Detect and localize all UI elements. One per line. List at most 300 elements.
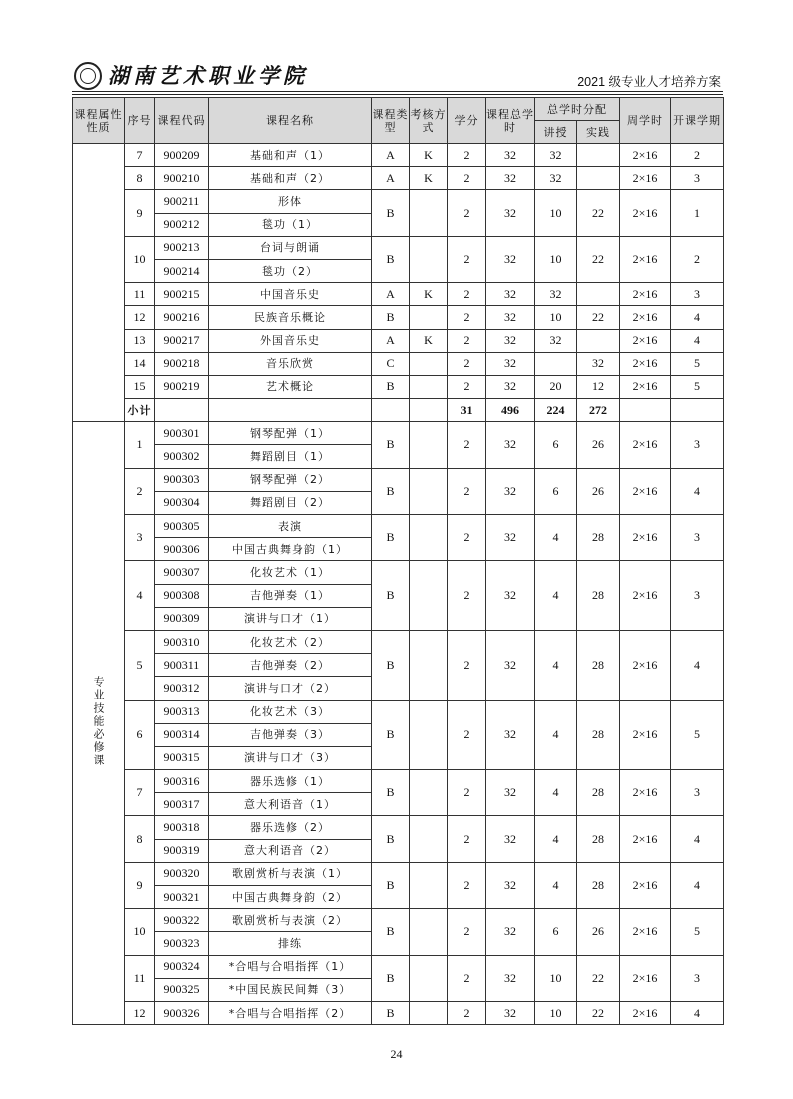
course-name: *合唱与合唱指挥（2） bbox=[209, 1001, 372, 1024]
exam-method bbox=[410, 190, 448, 236]
credit: 2 bbox=[448, 955, 486, 1001]
course-code: 900307 bbox=[155, 561, 209, 584]
row-seq: 3 bbox=[125, 515, 155, 561]
table-row bbox=[73, 167, 724, 190]
course-code: 900305 bbox=[155, 515, 209, 538]
lecture-hours: 10 bbox=[535, 1001, 577, 1024]
row-seq: 8 bbox=[125, 816, 155, 862]
practice-hours: 28 bbox=[577, 630, 620, 700]
course-code: 900214 bbox=[155, 259, 209, 282]
credit: 2 bbox=[448, 329, 486, 352]
course-name: 基础和声（2） bbox=[209, 167, 372, 190]
course-type: B bbox=[372, 862, 410, 908]
course-code: 900301 bbox=[155, 422, 209, 445]
weekly-hours: 2×16 bbox=[620, 862, 671, 908]
course-code: 900216 bbox=[155, 306, 209, 329]
table-row bbox=[73, 375, 724, 398]
course-type: B bbox=[372, 306, 410, 329]
table-row bbox=[73, 236, 724, 259]
practice-hours bbox=[577, 329, 620, 352]
course-table bbox=[72, 97, 724, 1025]
row-seq: 7 bbox=[125, 770, 155, 816]
course-code: 900314 bbox=[155, 723, 209, 746]
practice-hours: 28 bbox=[577, 561, 620, 631]
term: 4 bbox=[671, 329, 724, 352]
course-code: 900310 bbox=[155, 630, 209, 653]
term: 4 bbox=[671, 816, 724, 862]
course-name: 中国古典舞身韵（2） bbox=[209, 886, 372, 909]
exam-method bbox=[410, 955, 448, 1001]
course-code: 900311 bbox=[155, 654, 209, 677]
course-code: 900309 bbox=[155, 607, 209, 630]
exam-method: K bbox=[410, 167, 448, 190]
course-name: 歌剧赏析与表演（2） bbox=[209, 909, 372, 932]
credit: 2 bbox=[448, 422, 486, 468]
practice-hours: 12 bbox=[577, 375, 620, 398]
exam-method bbox=[410, 1001, 448, 1024]
row-seq: 15 bbox=[125, 375, 155, 398]
exam-method bbox=[410, 468, 448, 514]
weekly-hours: 2×16 bbox=[620, 630, 671, 700]
term: 2 bbox=[671, 236, 724, 282]
weekly-hours: 2×16 bbox=[620, 700, 671, 770]
course-code: 900218 bbox=[155, 352, 209, 375]
lecture-hours: 4 bbox=[535, 770, 577, 816]
course-code: 900313 bbox=[155, 700, 209, 723]
course-type: B bbox=[372, 955, 410, 1001]
term: 3 bbox=[671, 561, 724, 631]
header-total-hours: 课程总学时 bbox=[486, 98, 535, 144]
course-type: C bbox=[372, 352, 410, 375]
category-cell-2 bbox=[73, 422, 125, 1025]
term: 4 bbox=[671, 468, 724, 514]
practice-hours: 26 bbox=[577, 909, 620, 955]
subtotal-empty-term bbox=[671, 399, 724, 422]
exam-method bbox=[410, 306, 448, 329]
practice-hours bbox=[577, 283, 620, 306]
weekly-hours: 2×16 bbox=[620, 167, 671, 190]
total-hours: 32 bbox=[486, 329, 535, 352]
weekly-hours: 2×16 bbox=[620, 144, 671, 167]
lecture-hours: 4 bbox=[535, 862, 577, 908]
course-code: 900319 bbox=[155, 839, 209, 862]
exam-method bbox=[410, 422, 448, 468]
exam-method bbox=[410, 630, 448, 700]
header-weekly: 周学时 bbox=[620, 98, 671, 144]
header-code: 课程代码 bbox=[155, 98, 209, 144]
term: 5 bbox=[671, 909, 724, 955]
course-name: 音乐欣赏 bbox=[209, 352, 372, 375]
practice-hours bbox=[577, 144, 620, 167]
total-hours: 32 bbox=[486, 816, 535, 862]
course-name: 基础和声（1） bbox=[209, 144, 372, 167]
plan-title: 2021 级专业人才培养方案 bbox=[577, 75, 721, 89]
row-seq: 7 bbox=[125, 144, 155, 167]
weekly-hours: 2×16 bbox=[620, 468, 671, 514]
table-row bbox=[73, 909, 724, 932]
course-code: 900323 bbox=[155, 932, 209, 955]
weekly-hours: 2×16 bbox=[620, 283, 671, 306]
table-row bbox=[73, 816, 724, 839]
total-hours: 32 bbox=[486, 144, 535, 167]
credit: 2 bbox=[448, 190, 486, 236]
practice-hours: 22 bbox=[577, 1001, 620, 1024]
practice-hours: 32 bbox=[577, 352, 620, 375]
row-seq: 9 bbox=[125, 190, 155, 236]
weekly-hours: 2×16 bbox=[620, 329, 671, 352]
page-header bbox=[72, 62, 723, 94]
term: 4 bbox=[671, 630, 724, 700]
table-row bbox=[73, 862, 724, 885]
total-hours: 32 bbox=[486, 167, 535, 190]
category-cell-1 bbox=[73, 144, 125, 422]
practice-hours: 28 bbox=[577, 816, 620, 862]
course-type: B bbox=[372, 375, 410, 398]
course-name: 吉他弹奏（2） bbox=[209, 654, 372, 677]
credit: 2 bbox=[448, 236, 486, 282]
credit: 2 bbox=[448, 700, 486, 770]
course-name: 演讲与口才（1） bbox=[209, 607, 372, 630]
course-type: B bbox=[372, 630, 410, 700]
exam-method: K bbox=[410, 283, 448, 306]
credit: 2 bbox=[448, 144, 486, 167]
course-name: 形体 bbox=[209, 190, 372, 213]
weekly-hours: 2×16 bbox=[620, 515, 671, 561]
term: 3 bbox=[671, 422, 724, 468]
course-code: 900321 bbox=[155, 886, 209, 909]
exam-method bbox=[410, 352, 448, 375]
course-code: 900324 bbox=[155, 955, 209, 978]
weekly-hours: 2×16 bbox=[620, 375, 671, 398]
term: 5 bbox=[671, 375, 724, 398]
weekly-hours: 2×16 bbox=[620, 561, 671, 631]
table-row bbox=[73, 352, 724, 375]
lecture-hours: 4 bbox=[535, 700, 577, 770]
row-seq: 1 bbox=[125, 422, 155, 468]
weekly-hours: 2×16 bbox=[620, 190, 671, 236]
lecture-hours: 32 bbox=[535, 283, 577, 306]
header-row bbox=[73, 98, 724, 121]
course-type: B bbox=[372, 909, 410, 955]
course-type: B bbox=[372, 700, 410, 770]
header-credit: 学分 bbox=[448, 98, 486, 144]
table-row bbox=[73, 955, 724, 978]
course-name: 毯功（1） bbox=[209, 213, 372, 236]
course-name: 演讲与口才（3） bbox=[209, 746, 372, 769]
lecture-hours: 32 bbox=[535, 329, 577, 352]
total-hours: 32 bbox=[486, 283, 535, 306]
table-body bbox=[73, 144, 724, 1025]
credit: 2 bbox=[448, 468, 486, 514]
header-category: 课程属性性质 bbox=[73, 98, 125, 144]
course-code: 900217 bbox=[155, 329, 209, 352]
header-lecture: 讲授 bbox=[535, 121, 577, 144]
table-row bbox=[73, 561, 724, 584]
course-type: B bbox=[372, 422, 410, 468]
lecture-hours: 6 bbox=[535, 422, 577, 468]
credit: 2 bbox=[448, 862, 486, 908]
course-name: 意大利语音（1） bbox=[209, 793, 372, 816]
course-name: 化妆艺术（3） bbox=[209, 700, 372, 723]
row-seq: 8 bbox=[125, 167, 155, 190]
credit: 2 bbox=[448, 770, 486, 816]
total-hours: 32 bbox=[486, 375, 535, 398]
term: 2 bbox=[671, 144, 724, 167]
row-seq: 4 bbox=[125, 561, 155, 631]
subtotal-empty-weekly bbox=[620, 399, 671, 422]
practice-hours: 26 bbox=[577, 468, 620, 514]
exam-method bbox=[410, 700, 448, 770]
subtotal-empty-code bbox=[155, 399, 209, 422]
course-type: B bbox=[372, 561, 410, 631]
header-practice: 实践 bbox=[577, 121, 620, 144]
header-name: 课程名称 bbox=[209, 98, 372, 144]
lecture-hours: 10 bbox=[535, 190, 577, 236]
subtotal-empty-exam bbox=[410, 399, 448, 422]
table-row bbox=[73, 700, 724, 723]
course-code: 900209 bbox=[155, 144, 209, 167]
table-row bbox=[73, 306, 724, 329]
lecture-hours: 10 bbox=[535, 955, 577, 1001]
credit: 2 bbox=[448, 375, 486, 398]
subtotal-practice: 272 bbox=[577, 399, 620, 422]
category-label: 专业技能必修课 bbox=[92, 676, 105, 768]
course-name: 化妆艺术（1） bbox=[209, 561, 372, 584]
course-type: B bbox=[372, 236, 410, 282]
course-name: 钢琴配弹（1） bbox=[209, 422, 372, 445]
course-name: 歌剧赏析与表演（1） bbox=[209, 862, 372, 885]
header-type: 课程类型 bbox=[372, 98, 410, 144]
header-rule-thin bbox=[72, 94, 723, 95]
header-seq: 序号 bbox=[125, 98, 155, 144]
term: 3 bbox=[671, 167, 724, 190]
lecture-hours: 4 bbox=[535, 561, 577, 631]
course-type: B bbox=[372, 515, 410, 561]
practice-hours: 28 bbox=[577, 515, 620, 561]
course-type: A bbox=[372, 283, 410, 306]
table-row bbox=[73, 770, 724, 793]
exam-method bbox=[410, 375, 448, 398]
course-code: 900219 bbox=[155, 375, 209, 398]
term: 4 bbox=[671, 862, 724, 908]
practice-hours: 22 bbox=[577, 306, 620, 329]
subtotal-credit: 31 bbox=[448, 399, 486, 422]
row-seq: 10 bbox=[125, 909, 155, 955]
total-hours: 32 bbox=[486, 468, 535, 514]
exam-method: K bbox=[410, 329, 448, 352]
course-code: 900213 bbox=[155, 236, 209, 259]
table-row bbox=[73, 190, 724, 213]
exam-method bbox=[410, 862, 448, 908]
course-name: 艺术概论 bbox=[209, 375, 372, 398]
term: 3 bbox=[671, 955, 724, 1001]
course-name: 演讲与口才（2） bbox=[209, 677, 372, 700]
term: 3 bbox=[671, 770, 724, 816]
term: 4 bbox=[671, 1001, 724, 1024]
course-code: 900306 bbox=[155, 538, 209, 561]
row-seq: 13 bbox=[125, 329, 155, 352]
table-row bbox=[73, 329, 724, 352]
subtotal-lecture: 224 bbox=[535, 399, 577, 422]
term: 5 bbox=[671, 700, 724, 770]
course-code: 900312 bbox=[155, 677, 209, 700]
course-name: 器乐选修（2） bbox=[209, 816, 372, 839]
practice-hours: 22 bbox=[577, 236, 620, 282]
exam-method bbox=[410, 770, 448, 816]
credit: 2 bbox=[448, 630, 486, 700]
header-hours-dist: 总学时分配 bbox=[535, 98, 620, 121]
total-hours: 32 bbox=[486, 955, 535, 1001]
course-name: 意大利语音（2） bbox=[209, 839, 372, 862]
subtotal-label: 小计 bbox=[125, 399, 155, 422]
credit: 2 bbox=[448, 816, 486, 862]
course-name: 吉他弹奏（1） bbox=[209, 584, 372, 607]
course-name: 器乐选修（1） bbox=[209, 770, 372, 793]
weekly-hours: 2×16 bbox=[620, 306, 671, 329]
course-name: 化妆艺术（2） bbox=[209, 630, 372, 653]
row-seq: 6 bbox=[125, 700, 155, 770]
row-seq: 11 bbox=[125, 955, 155, 1001]
header-exam: 考核方式 bbox=[410, 98, 448, 144]
course-type: A bbox=[372, 144, 410, 167]
page-number: 24 bbox=[390, 1047, 403, 1061]
credit: 2 bbox=[448, 306, 486, 329]
lecture-hours: 32 bbox=[535, 144, 577, 167]
weekly-hours: 2×16 bbox=[620, 770, 671, 816]
course-code: 900215 bbox=[155, 283, 209, 306]
row-seq: 14 bbox=[125, 352, 155, 375]
total-hours: 32 bbox=[486, 630, 535, 700]
subtotal-row bbox=[73, 399, 724, 422]
term: 1 bbox=[671, 190, 724, 236]
lecture-hours: 4 bbox=[535, 630, 577, 700]
table-row bbox=[73, 144, 724, 167]
credit: 2 bbox=[448, 283, 486, 306]
total-hours: 32 bbox=[486, 190, 535, 236]
total-hours: 32 bbox=[486, 236, 535, 282]
row-seq: 2 bbox=[125, 468, 155, 514]
course-type: B bbox=[372, 468, 410, 514]
course-name: *合唱与合唱指挥（1） bbox=[209, 955, 372, 978]
term: 3 bbox=[671, 515, 724, 561]
course-name: 舞蹈剧目（2） bbox=[209, 491, 372, 514]
course-code: 900320 bbox=[155, 862, 209, 885]
row-seq: 10 bbox=[125, 236, 155, 282]
course-code: 900325 bbox=[155, 978, 209, 1001]
lecture-hours bbox=[535, 352, 577, 375]
course-type: B bbox=[372, 190, 410, 236]
course-name: 钢琴配弹（2） bbox=[209, 468, 372, 491]
course-code: 900316 bbox=[155, 770, 209, 793]
exam-method bbox=[410, 816, 448, 862]
practice-hours: 22 bbox=[577, 190, 620, 236]
course-code: 900322 bbox=[155, 909, 209, 932]
course-code: 900304 bbox=[155, 491, 209, 514]
total-hours: 32 bbox=[486, 909, 535, 955]
course-code: 900212 bbox=[155, 213, 209, 236]
credit: 2 bbox=[448, 1001, 486, 1024]
school-logo-icon bbox=[74, 62, 102, 90]
table-row bbox=[73, 468, 724, 491]
credit: 2 bbox=[448, 909, 486, 955]
table-row bbox=[73, 630, 724, 653]
row-seq: 12 bbox=[125, 1001, 155, 1024]
course-type: B bbox=[372, 816, 410, 862]
course-type: B bbox=[372, 1001, 410, 1024]
course-code: 900211 bbox=[155, 190, 209, 213]
lecture-hours: 20 bbox=[535, 375, 577, 398]
course-code: 900308 bbox=[155, 584, 209, 607]
weekly-hours: 2×16 bbox=[620, 236, 671, 282]
lecture-hours: 4 bbox=[535, 515, 577, 561]
course-name: 中国古典舞身韵（1） bbox=[209, 538, 372, 561]
course-type: B bbox=[372, 770, 410, 816]
course-name: 毯功（2） bbox=[209, 259, 372, 282]
total-hours: 32 bbox=[486, 561, 535, 631]
total-hours: 32 bbox=[486, 306, 535, 329]
table-row bbox=[73, 1001, 724, 1024]
weekly-hours: 2×16 bbox=[620, 955, 671, 1001]
table-row bbox=[73, 515, 724, 538]
practice-hours: 28 bbox=[577, 862, 620, 908]
exam-method bbox=[410, 236, 448, 282]
row-seq: 5 bbox=[125, 630, 155, 700]
header-rule bbox=[72, 91, 723, 92]
practice-hours: 28 bbox=[577, 770, 620, 816]
weekly-hours: 2×16 bbox=[620, 1001, 671, 1024]
course-name: *中国民族民间舞（3） bbox=[209, 978, 372, 1001]
course-name: 中国音乐史 bbox=[209, 283, 372, 306]
lecture-hours: 10 bbox=[535, 236, 577, 282]
credit: 2 bbox=[448, 352, 486, 375]
lecture-hours: 10 bbox=[535, 306, 577, 329]
total-hours: 32 bbox=[486, 700, 535, 770]
row-seq: 12 bbox=[125, 306, 155, 329]
credit: 2 bbox=[448, 561, 486, 631]
practice-hours: 28 bbox=[577, 700, 620, 770]
course-code: 900326 bbox=[155, 1001, 209, 1024]
weekly-hours: 2×16 bbox=[620, 909, 671, 955]
course-code: 900210 bbox=[155, 167, 209, 190]
term: 5 bbox=[671, 352, 724, 375]
practice-hours: 26 bbox=[577, 422, 620, 468]
subtotal-hours: 496 bbox=[486, 399, 535, 422]
course-type: A bbox=[372, 329, 410, 352]
total-hours: 32 bbox=[486, 862, 535, 908]
practice-hours bbox=[577, 167, 620, 190]
credit: 2 bbox=[448, 167, 486, 190]
course-name: 吉他弹奏（3） bbox=[209, 723, 372, 746]
subtotal-empty-type bbox=[372, 399, 410, 422]
course-code: 900317 bbox=[155, 793, 209, 816]
school-name: 湖南艺术职业学院 bbox=[108, 63, 308, 88]
course-name: 表演 bbox=[209, 515, 372, 538]
exam-method: K bbox=[410, 144, 448, 167]
row-seq: 9 bbox=[125, 862, 155, 908]
course-code: 900302 bbox=[155, 445, 209, 468]
weekly-hours: 2×16 bbox=[620, 422, 671, 468]
total-hours: 32 bbox=[486, 770, 535, 816]
lecture-hours: 6 bbox=[535, 468, 577, 514]
total-hours: 32 bbox=[486, 1001, 535, 1024]
weekly-hours: 2×16 bbox=[620, 352, 671, 375]
exam-method bbox=[410, 515, 448, 561]
total-hours: 32 bbox=[486, 515, 535, 561]
row-seq: 11 bbox=[125, 283, 155, 306]
course-type: A bbox=[372, 167, 410, 190]
header-term: 开课学期 bbox=[671, 98, 724, 144]
table-row bbox=[73, 283, 724, 306]
